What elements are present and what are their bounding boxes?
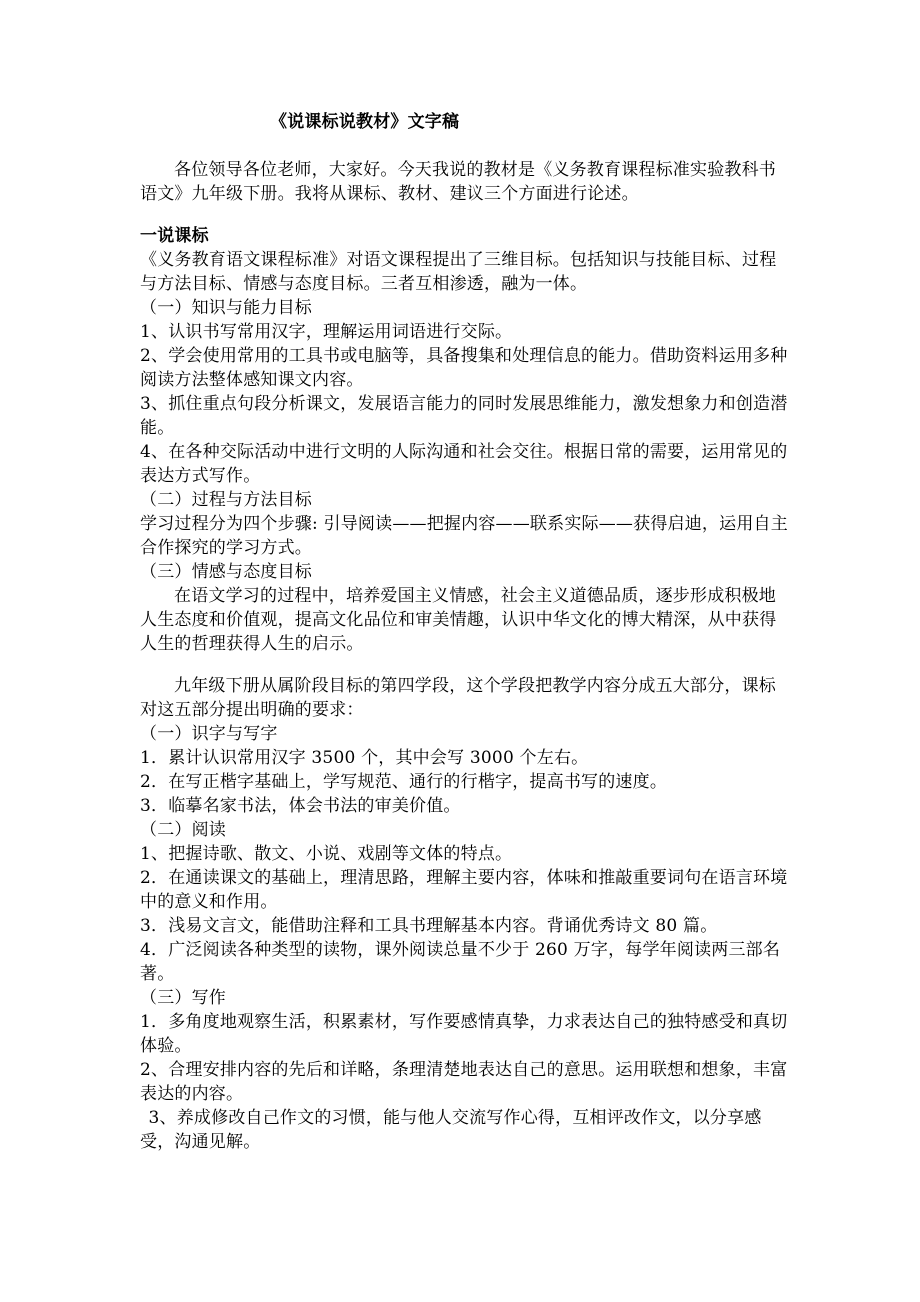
list-item: 3、抓住重点句段分析课文，发展语言能力的同时发展思维能力，激发想象力和创造潜能。: [140, 394, 788, 438]
list-item: 2、学会使用常用的工具书或电脑等，具备搜集和处理信息的能力。借助资料运用多种阅读方法整体感知课文内容。: [140, 346, 788, 390]
list-item: 4．广泛阅读各种类型的读物，课外阅读总量不少于 260 万字，每学年阅读两三部名著。: [140, 940, 781, 984]
section1-paragraph: 《义务教育语文课程标准》对语文课程提出了三维目标。包括知识与技能目标、过程与方法目标、情感与态度目标。三者互相渗透，融为一体。: [140, 250, 777, 294]
list-item: 1、认识书写常用汉字，理解运用词语进行交际。: [140, 322, 513, 342]
list-item: 1．多角度地观察生活，积累素材，写作要感情真挚，力求表达自己的独特感受和真切体验。: [140, 1012, 788, 1056]
list-item: 3．临摹名家书法，体会书法的审美价值。: [140, 796, 461, 816]
subheading: （三）情感与态度目标: [140, 562, 312, 582]
subheading: （二）阅读: [140, 820, 226, 840]
list-item: 1、把握诗歌、散文、小说、戏剧等文体的特点。: [140, 844, 513, 864]
list-item: 1．累计认识常用汉字 3500 个，其中会写 3000 个左右。: [140, 748, 589, 768]
subheading: （三）写作: [140, 988, 226, 1008]
paragraph: 学习过程分为四个步骤: 引导阅读——把握内容——联系实际——获得启迪，运用自主合作探究的学习方式。: [140, 514, 788, 558]
list-item: 4、在各种交际活动中进行文明的人际沟通和社会交往。根据日常的需要，运用常见的表达方式写作。: [140, 442, 788, 486]
subheading: （一）知识与能力目标: [140, 298, 312, 318]
subheading: （二）过程与方法目标: [140, 490, 312, 510]
intro-paragraph: 各位领导各位老师，大家好。今天我说的教材是《义务教育课程标准实验教科书语文》九年级下册。我将从课标、教材、建议三个方面进行论述。: [140, 160, 776, 204]
document-body: [140, 110, 790, 1154]
paragraph: 在语文学习的过程中，培养爱国主义情感，社会主义道德品质，逐步形成积极地人生态度和价值观，提高文化品位和审美情趣，认识中华文化的博大精深，从中获得人生的哲理获得人生的启示。: [140, 586, 777, 654]
spacer: [140, 134, 790, 158]
subheading: （一）识字与写字: [140, 724, 278, 744]
spacer: [140, 656, 790, 674]
list-item: 2．在写正楷字基础上，学写规范、通行的行楷字，提高书写的速度。: [140, 772, 668, 792]
list-item: 3、养成修改自己作文的习惯，能与他人交流写作心得，互相评改作文，以分享感受，沟通见解。: [140, 1108, 762, 1152]
section2-paragraph: 九年级下册从属阶段目标的第四学段，这个学段把教学内容分成五大部分，课标对这五部分提出明确的要求：: [140, 676, 776, 720]
spacer: [140, 206, 790, 224]
list-item: 2、合理安排内容的先后和详略，条理清楚地表达自己的意思。运用联想和想象，丰富表达的内容。: [140, 1060, 788, 1104]
list-item: 2．在通读课文的基础上，理清思路，理解主要内容，体味和推敲重要词句在语言环境中的意义和作用。: [140, 868, 788, 912]
section-heading: 一说课标: [140, 226, 209, 246]
list-item: 3．浅易文言文，能借助注释和工具书理解基本内容。背诵优秀诗文 80 篇。: [140, 916, 718, 936]
document-title: 《说课标说教材》文字稿: [270, 112, 460, 132]
